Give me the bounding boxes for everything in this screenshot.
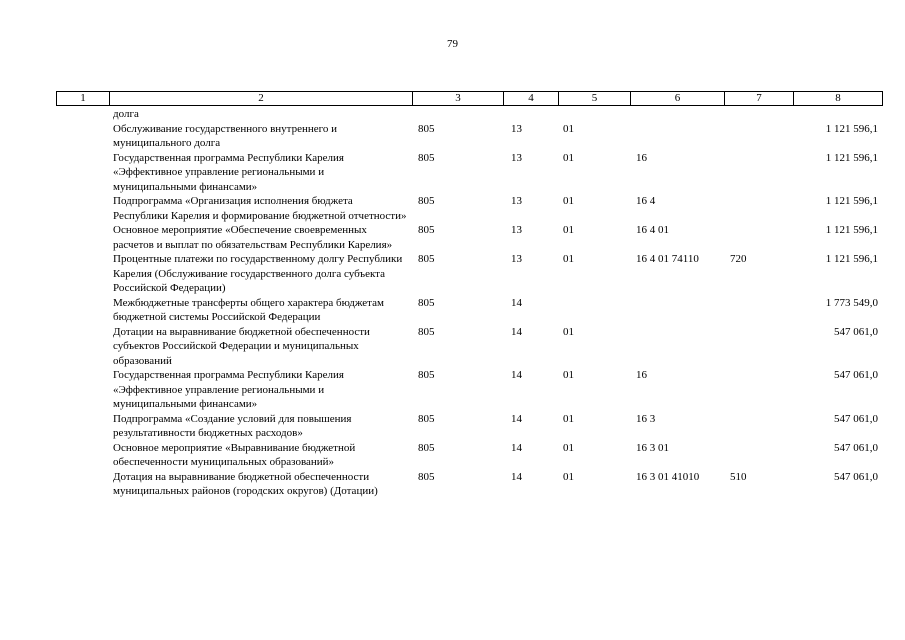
table-row [0,368,905,412]
row-amount: 1 121 596,1 [825,122,878,135]
row-amount: 547 061,0 [834,325,878,338]
row-name: Государственная программа Республики Карелия «Эффективное управление региональными и муниципальными финансами» [113,151,344,193]
row-subsection: 01 [563,253,574,265]
row-section: 14 [511,325,522,338]
row-name: Обслуживание государственного внутреннего и муниципального долга [113,122,338,149]
row-admin-code: 805 [418,441,435,454]
row-admin-code: 805 [418,122,435,135]
row-target-article: 16 [636,151,647,164]
table-row [0,325,905,369]
row-section: 14 [511,296,522,309]
row-subsection: 01 [563,412,574,425]
row-amount: 1 121 596,1 [825,224,878,236]
row-admin-code: 805 [418,325,435,338]
page-number: 79 [447,38,458,50]
row-amount: 1 121 596,1 [825,151,878,164]
header-col-8: 8 [793,91,883,106]
row-subsection: 01 [563,325,574,338]
table-row [0,151,905,195]
header-col-3: 3 [412,91,503,106]
row-admin-code: 805 [418,296,435,309]
row-expense-type: 720 [730,253,747,265]
table-body [0,107,905,499]
row-section: 14 [511,470,522,483]
row-amount: 547 061,0 [834,470,878,483]
row-subsection: 01 [563,369,574,381]
table-row [0,194,905,223]
row-expense-type: 510 [730,470,747,483]
row-admin-code: 805 [418,224,435,236]
row-subsection: 01 [563,224,574,236]
row-name: Основное мероприятие «Обеспечение своевременных расчетов и выплат по обязательствам Республики Карелия» [113,224,393,251]
header-col-1: 1 [56,91,109,106]
header-col-4: 4 [503,91,558,106]
row-name: Подпрограмма «Организация исполнения бюджета Республики Карелия и формирование бюджетной отчетности» [113,195,407,222]
header-col-2: 2 [109,91,412,106]
row-section: 14 [511,412,522,425]
row-amount: 1 121 596,1 [825,253,878,265]
table-row [0,441,905,470]
row-target-article: 16 3 [636,412,656,425]
row-subsection: 01 [563,441,574,454]
table-row [0,296,905,325]
row-section: 13 [511,253,522,265]
table-row [0,412,905,441]
row-name: Основное мероприятие «Выравнивание бюджетной обеспеченности муниципальных образований» [113,441,356,468]
row-section: 13 [511,151,522,164]
row-subsection: 01 [563,470,574,483]
row-admin-code: 805 [418,412,435,425]
row-subsection: 01 [563,122,574,135]
row-admin-code: 805 [418,470,435,483]
row-amount: 547 061,0 [834,441,878,454]
row-name: Подпрограмма «Создание условий для повышения результативности бюджетных расходов» [113,412,352,439]
row-amount: 547 061,0 [834,412,878,425]
row-section: 13 [511,122,522,135]
row-target-article: 16 4 01 [636,224,669,236]
row-amount: 547 061,0 [834,369,878,381]
row-subsection: 01 [563,151,574,164]
header-col-7: 7 [724,91,793,106]
row-name: Дотация на выравнивание бюджетной обеспеченности муниципальных районов (городских округов) (Дотации) [113,470,378,497]
row-amount: 1 121 596,1 [825,195,878,207]
row-name: Межбюджетные трансферты общего характера бюджетам бюджетной системы Российской Федерации [113,296,384,323]
row-target-article: 16 3 01 41010 [636,470,700,483]
row-section: 13 [511,224,522,236]
row-section: 14 [511,441,522,454]
row-section: 14 [511,369,522,381]
row-target-article: 16 3 01 [636,441,669,454]
row-name: Государственная программа Республики Карелия «Эффективное управление региональными и муниципальными финансами» [113,369,344,410]
row-admin-code: 805 [418,253,435,265]
row-amount: 1 773 549,0 [825,296,878,309]
row-target-article: 16 [636,369,647,381]
table-header [56,91,883,105]
header-col-5: 5 [558,91,630,106]
header-col-6: 6 [630,91,724,106]
row-target-article: 16 4 [636,195,656,207]
row-admin-code: 805 [418,151,435,164]
row-name: долга [113,108,139,120]
row-name: Дотации на выравнивание бюджетной обеспеченности субъектов Российской Федерации и муниципальных образований [113,325,370,367]
table-row [0,107,905,122]
row-name: Процентные платежи по государственному долгу Республики Карелия (Обслуживание государственного долга субъекта Российской Федерации) [113,253,403,294]
row-admin-code: 805 [418,369,435,381]
table-row [0,122,905,151]
row-admin-code: 805 [418,195,435,207]
row-subsection: 01 [563,195,574,207]
table-row [0,252,905,296]
table-row [0,470,905,499]
row-section: 13 [511,195,522,207]
table-row [0,223,905,252]
row-target-article: 16 4 01 74110 [636,253,699,265]
